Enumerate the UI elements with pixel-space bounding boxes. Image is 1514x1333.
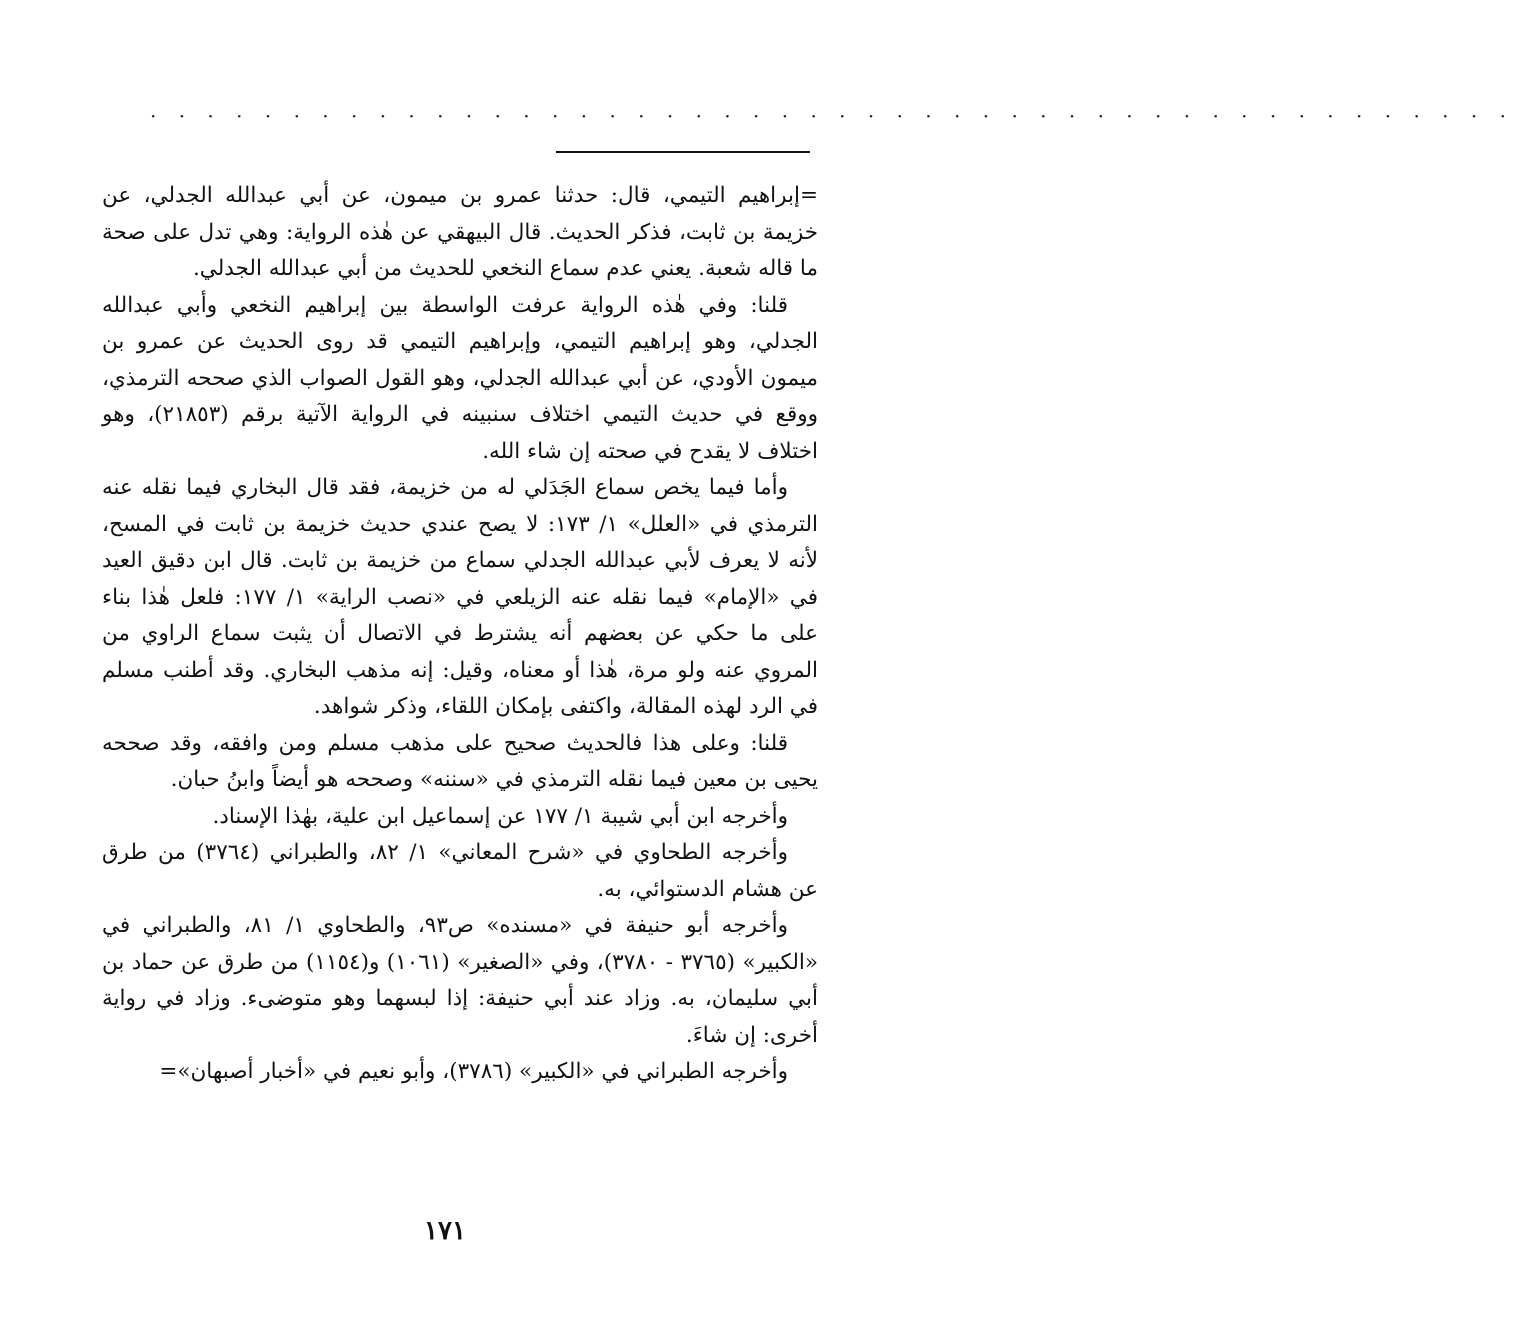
paragraph-continuation: =إبراهيم التيمي، قال: حدثنا عمرو بن ميمون، عن أبي عبدالله الجدلي، عن خزيمة بن ثابت، فذكر الحديث. قال البيهقي عن هٰذه الرواية: وهي تدل على صحة ما قاله شعبة. يعني عدم سماع النخعي للحديث من أبي عبدالله الجدلي. (102, 183, 818, 281)
paragraph: وأخرجه الطبراني في «الكبير» (٣٧٨٦)، وأبو نعيم في «أخبار أصبهان»= (159, 1059, 788, 1084)
paragraph: وأخرجه الطحاوي في «شرح المعاني» ١/ ٨٢، والطبراني (٣٧٦٤) من طرق عن هشام الدستوائي، به. (102, 840, 818, 902)
paragraph: وأخرجه أبو حنيفة في «مسنده» ص٩٣، والطحاوي ١/ ٨١، والطبراني في «الكبير» (٣٧٦٥ - ٣٧٨٠)، وفي «الصغير» (١٠٦١) و(١١٥٤) من طرق عن حماد بن أبي سليمان، به. وزاد عند أبي حنيفة: إذا لبسهما وهو متوضىء. وزاد في رواية أخرى: إن شاءَ. (102, 913, 819, 1048)
paragraph: قلنا: وفي هٰذه الرواية عرفت الواسطة بين إبراهيم النخعي وأبي عبدالله الجدلي، وهو إبراهيم التيمي، وإبراهيم التيمي قد روى الحديث عن عمرو بن ميمون الأودي، عن أبي عبدالله الجدلي، وهو القول الصواب الذي صححه الترمذي، ووقع في حديث التيمي اختلاف سنبينه في الرواية الآتية برقم (٢١٨٥٣)، وهو اختلاف لا يقدح في صحته إن شاء الله. (102, 292, 818, 464)
paragraph: وأخرجه ابن أبي شيبة ١/ ١٧٧ عن إسماعيل ابن علية، بهٰذا الإسناد. (212, 803, 788, 829)
footnote-rule (556, 151, 810, 153)
paragraph: قلنا: وعلى هذا فالحديث صحيح على مذهب مسلم ومن وافقه، وقد صححه يحيى بن معين فيما نقله الترمذي في «سننه» وصححه هو أيضاً وابنُ حبان. (102, 730, 818, 792)
footnote-body (102, 178, 818, 1091)
dotted-separator: · · · · · · · · · · · · · · · · · · · · · · · · · · · · · · · · · · · · · · · · · · · · · · · · (150, 104, 1514, 128)
paragraph: وأما فيما يخص سماع الجَدَلي له من خزيمة، فقد قال البخاري فيما نقله عنه الترمذي في «العلل» ١/ ١٧٣: لا يصح عندي حديث خزيمة بن ثابت في المسح، لأنه لا يعرف لأبي عبدالله الجدلي سماع من خزيمة بن ثابت. قال ابن دقيق العيد في «الإمام» فيما نقله عنه الزيلعي في «نصب الراية» ١/ ١٧٧: فلعل هٰذا بناء على ما حكي عن بعضهم أنه يشترط في الاتصال أن يثبت سماع الراوي من المروي عنه ولو مرة، هٰذا أو معناه، وقيل: إنه مذهب البخاري. وقد أطنب مسلم في الرد لهذه المقالة، واكتفى بإمكان اللقاء، وذكر شواهد. (102, 475, 819, 719)
page-number: ١٧١ (424, 1216, 466, 1246)
